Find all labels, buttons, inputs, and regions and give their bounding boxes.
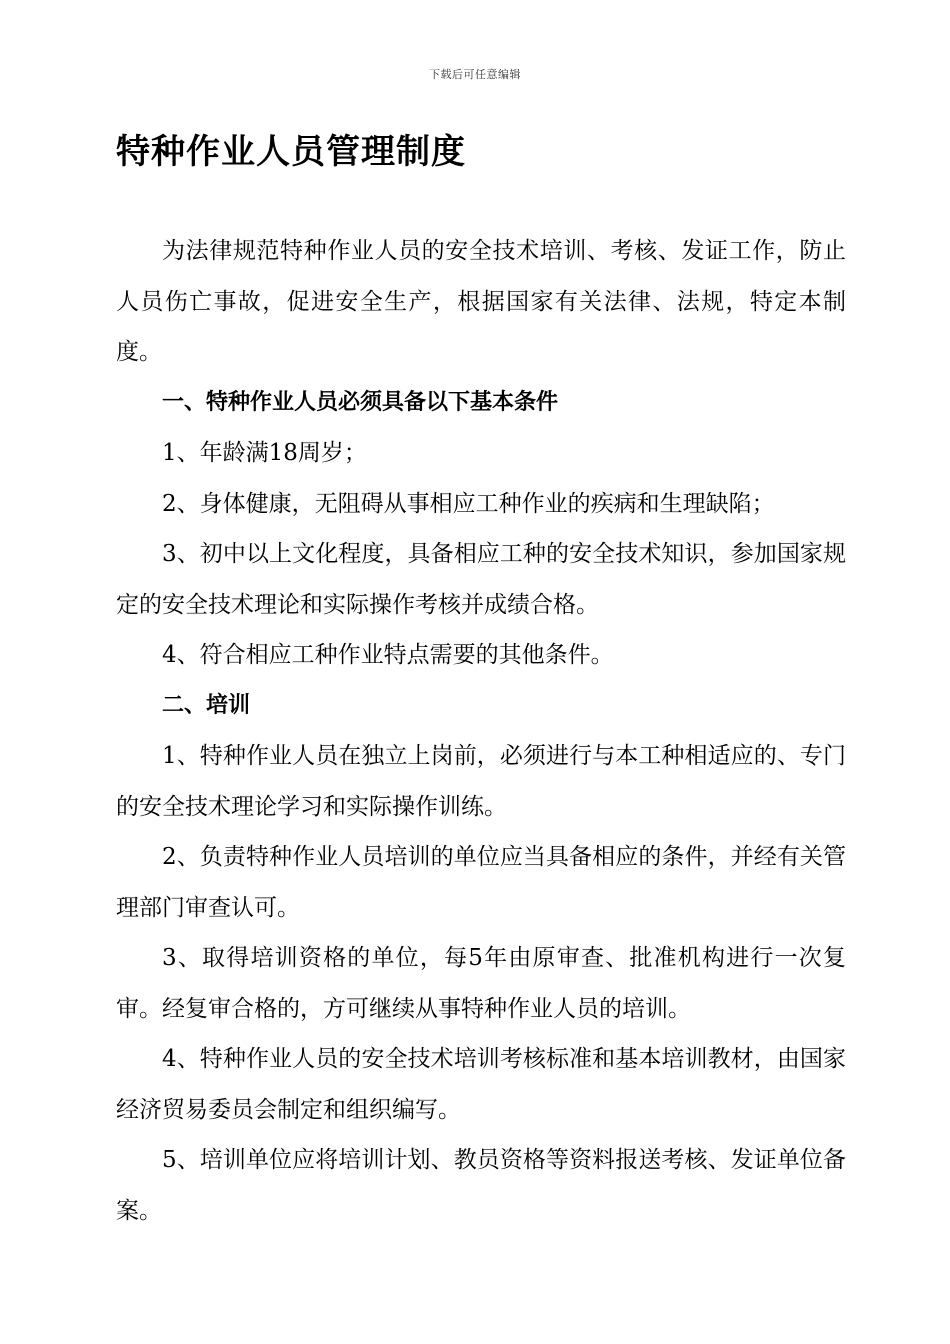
section-2-item: 2、负责特种作业人员培训的单位应当具备相应的条件，并经有关管理部门审查认可。 xyxy=(116,844,846,921)
section-2-item: 1、特种作业人员在独立上岗前，必须进行与本工种相适应的、专门的安全技术理论学习和实际操作训练。 xyxy=(116,743,846,820)
section-2-item: 3、取得培训资格的单位，每5年由原审查、批准机构进行一次复审。经复审合格的，方可继续从事特种作业人员的培训。 xyxy=(116,945,846,1022)
section-1-item: 4、符合相应工种作业特点需要的其他条件。 xyxy=(162,642,614,668)
section-1-item: 1、年龄满18周岁； xyxy=(162,440,367,466)
section-2-heading: 二、培训 xyxy=(162,692,251,718)
section-1-heading: 一、特种作业人员必须具备以下基本条件 xyxy=(162,389,559,415)
document-title: 特种作业人员管理制度 xyxy=(116,132,466,172)
section-1-item: 3、初中以上文化程度，具备相应工种的安全技术知识，参加国家规定的安全技术理论和实际操作考核并成绩合格。 xyxy=(116,541,846,618)
document-body xyxy=(116,226,846,1236)
intro-paragraph: 为法律规范特种作业人员的安全技术培训、考核、发证工作，防止人员伤亡事故，促进安全生产，根据国家有关法律、法规，特定本制度。 xyxy=(116,238,846,365)
header-note: 下载后可任意编辑 xyxy=(429,68,521,81)
section-1-item: 2、身体健康，无阻碍从事相应工种作业的疾病和生理缺陷； xyxy=(162,490,775,517)
section-2-item: 4、特种作业人员的安全技术培训考核标准和基本培训教材，由国家经济贸易委员会制定和组织编写。 xyxy=(116,1046,846,1123)
section-2-item: 5、培训单位应将培训计划、教员资格等资料报送考核、发证单位备案。 xyxy=(116,1147,846,1224)
